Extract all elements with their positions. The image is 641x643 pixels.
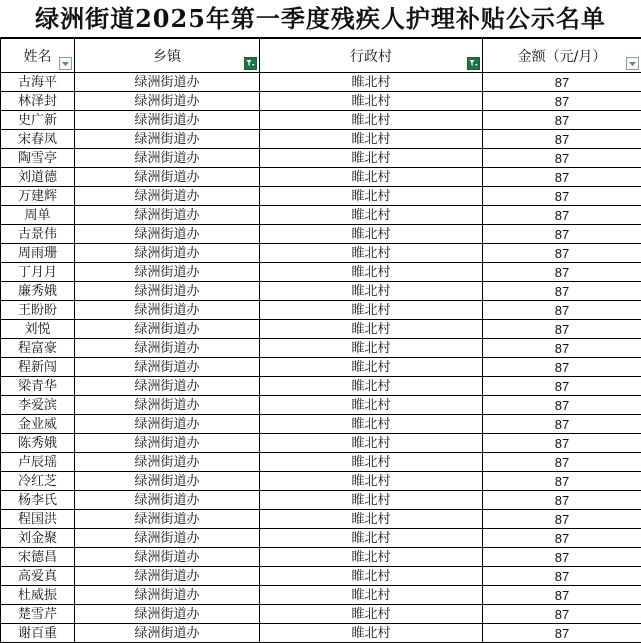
cell-amount[interactable]: 87 — [483, 434, 641, 453]
cell-amount[interactable]: 87 — [483, 187, 641, 206]
cell-town[interactable]: 绿洲街道办 — [75, 149, 260, 168]
cell-amount[interactable]: 87 — [483, 339, 641, 358]
column-header-label: 乡镇 — [153, 49, 181, 65]
cell-name[interactable]: 谢百重 — [1, 624, 75, 643]
cell-amount[interactable]: 87 — [483, 225, 641, 244]
cell-name[interactable]: 高爱真 — [1, 567, 75, 586]
dropdown-arrow-icon[interactable] — [626, 57, 639, 70]
table-row — [1, 491, 641, 510]
table-row — [1, 586, 641, 605]
cell-town[interactable]: 绿洲街道办 — [75, 377, 260, 396]
subsidy-table — [0, 38, 641, 643]
cell-town[interactable]: 绿洲街道办 — [75, 92, 260, 111]
table-row — [1, 149, 641, 168]
cell-amount[interactable]: 87 — [483, 510, 641, 529]
table-row — [1, 339, 641, 358]
column-header-label: 姓名 — [24, 49, 52, 65]
cell-amount[interactable]: 87 — [483, 567, 641, 586]
table-row — [1, 206, 641, 225]
cell-amount[interactable]: 87 — [483, 472, 641, 491]
table-row — [1, 453, 641, 472]
cell-name[interactable]: 程富豪 — [1, 339, 75, 358]
column-header-label: 金额（元/月） — [518, 49, 607, 65]
cell-town[interactable]: 绿洲街道办 — [75, 130, 260, 149]
cell-village[interactable]: 睢北村 — [260, 282, 483, 301]
cell-village[interactable]: 睢北村 — [260, 263, 483, 282]
table-body — [1, 73, 641, 643]
cell-town[interactable]: 绿洲街道办 — [75, 263, 260, 282]
table-row — [1, 92, 641, 111]
cell-town[interactable]: 绿洲街道办 — [75, 605, 260, 624]
cell-town[interactable]: 绿洲街道办 — [75, 567, 260, 586]
cell-town[interactable]: 绿洲街道办 — [75, 586, 260, 605]
cell-name[interactable]: 李爱滨 — [1, 396, 75, 415]
cell-town[interactable]: 绿洲街道办 — [75, 206, 260, 225]
cell-amount[interactable]: 87 — [483, 377, 641, 396]
column-header-name[interactable] — [1, 39, 75, 73]
table-row — [1, 472, 641, 491]
cell-name[interactable]: 丁月月 — [1, 263, 75, 282]
table-row — [1, 567, 641, 586]
cell-town[interactable]: 绿洲街道办 — [75, 168, 260, 187]
cell-amount[interactable]: 87 — [483, 586, 641, 605]
filter-active-icon[interactable] — [244, 57, 257, 70]
table-row — [1, 510, 641, 529]
cell-town[interactable]: 绿洲街道办 — [75, 187, 260, 206]
cell-village[interactable]: 睢北村 — [260, 567, 483, 586]
table-row — [1, 624, 641, 643]
cell-village[interactable]: 睢北村 — [260, 358, 483, 377]
cell-name[interactable]: 杨李氏 — [1, 491, 75, 510]
cell-village[interactable]: 睢北村 — [260, 149, 483, 168]
cell-name[interactable]: 陶雪亭 — [1, 149, 75, 168]
cell-village[interactable]: 睢北村 — [260, 73, 483, 92]
cell-amount[interactable]: 87 — [483, 605, 641, 624]
cell-name[interactable]: 宋德昌 — [1, 548, 75, 567]
cell-village[interactable]: 睢北村 — [260, 111, 483, 130]
cell-name[interactable]: 王盼盼 — [1, 301, 75, 320]
cell-amount[interactable]: 87 — [483, 130, 641, 149]
table-row — [1, 415, 641, 434]
cell-village[interactable]: 睢北村 — [260, 377, 483, 396]
cell-village[interactable]: 睢北村 — [260, 92, 483, 111]
cell-amount[interactable]: 87 — [483, 491, 641, 510]
cell-village[interactable]: 睢北村 — [260, 187, 483, 206]
cell-village[interactable]: 睢北村 — [260, 168, 483, 187]
cell-village[interactable]: 睢北村 — [260, 244, 483, 263]
cell-name[interactable]: 冷红芝 — [1, 472, 75, 491]
cell-town[interactable]: 绿洲街道办 — [75, 244, 260, 263]
cell-village[interactable]: 睢北村 — [260, 301, 483, 320]
cell-name[interactable]: 古海平 — [1, 73, 75, 92]
cell-town[interactable]: 绿洲街道办 — [75, 453, 260, 472]
table-row — [1, 187, 641, 206]
table-row — [1, 263, 641, 282]
table-row — [1, 225, 641, 244]
column-header-label: 行政村 — [350, 49, 392, 65]
header-row — [1, 39, 641, 73]
cell-village[interactable]: 睢北村 — [260, 434, 483, 453]
cell-village[interactable]: 睢北村 — [260, 206, 483, 225]
cell-village[interactable]: 睢北村 — [260, 415, 483, 434]
cell-amount[interactable]: 87 — [483, 168, 641, 187]
column-header-town[interactable] — [75, 39, 260, 73]
cell-amount[interactable]: 87 — [483, 396, 641, 415]
cell-village[interactable]: 睢北村 — [260, 586, 483, 605]
cell-amount[interactable]: 87 — [483, 73, 641, 92]
cell-village[interactable]: 睢北村 — [260, 548, 483, 567]
cell-village[interactable]: 睢北村 — [260, 396, 483, 415]
table-row — [1, 548, 641, 567]
cell-amount[interactable]: 87 — [483, 529, 641, 548]
cell-village[interactable]: 睢北村 — [260, 225, 483, 244]
cell-town[interactable]: 绿洲街道办 — [75, 396, 260, 415]
cell-town[interactable]: 绿洲街道办 — [75, 510, 260, 529]
table-row — [1, 358, 641, 377]
cell-amount[interactable]: 87 — [483, 282, 641, 301]
cell-town[interactable]: 绿洲街道办 — [75, 529, 260, 548]
cell-town[interactable]: 绿洲街道办 — [75, 491, 260, 510]
cell-town[interactable]: 绿洲街道办 — [75, 624, 260, 643]
table-row — [1, 396, 641, 415]
table-row — [1, 301, 641, 320]
cell-name[interactable]: 程国洪 — [1, 510, 75, 529]
table-row — [1, 73, 641, 92]
cell-town[interactable]: 绿洲街道办 — [75, 73, 260, 92]
cell-amount[interactable]: 87 — [483, 320, 641, 339]
cell-name[interactable]: 刘悦 — [1, 320, 75, 339]
cell-name[interactable]: 周雨珊 — [1, 244, 75, 263]
cell-amount[interactable]: 87 — [483, 263, 641, 282]
cell-village[interactable]: 睢北村 — [260, 529, 483, 548]
cell-name[interactable]: 梁青华 — [1, 377, 75, 396]
cell-name[interactable]: 史广新 — [1, 111, 75, 130]
cell-town[interactable]: 绿洲街道办 — [75, 434, 260, 453]
cell-name[interactable]: 周单 — [1, 206, 75, 225]
cell-village[interactable]: 睢北村 — [260, 472, 483, 491]
cell-village[interactable]: 睢北村 — [260, 130, 483, 149]
filter-active-icon[interactable] — [467, 57, 480, 70]
cell-village[interactable]: 睢北村 — [260, 453, 483, 472]
cell-name[interactable]: 古景伟 — [1, 225, 75, 244]
table-row — [1, 282, 641, 301]
table-row — [1, 244, 641, 263]
cell-name[interactable]: 万建辉 — [1, 187, 75, 206]
cell-amount[interactable]: 87 — [483, 149, 641, 168]
cell-name[interactable]: 程新闯 — [1, 358, 75, 377]
table-row — [1, 529, 641, 548]
sheet-title: 绿洲街道2025年第一季度残疾人护理补贴公示名单 — [0, 0, 641, 38]
cell-village[interactable]: 睢北村 — [260, 624, 483, 643]
cell-name[interactable]: 金业威 — [1, 415, 75, 434]
cell-village[interactable]: 睢北村 — [260, 320, 483, 339]
cell-name[interactable]: 廉秀娥 — [1, 282, 75, 301]
cell-amount[interactable]: 87 — [483, 301, 641, 320]
cell-name[interactable]: 刘金聚 — [1, 529, 75, 548]
cell-village[interactable]: 睢北村 — [260, 339, 483, 358]
cell-name[interactable]: 陈秀娥 — [1, 434, 75, 453]
cell-amount[interactable]: 87 — [483, 244, 641, 263]
cell-town[interactable]: 绿洲街道办 — [75, 282, 260, 301]
table-row — [1, 434, 641, 453]
cell-amount[interactable]: 87 — [483, 92, 641, 111]
cell-town[interactable]: 绿洲街道办 — [75, 358, 260, 377]
table-row — [1, 168, 641, 187]
cell-amount[interactable]: 87 — [483, 206, 641, 225]
cell-town[interactable]: 绿洲街道办 — [75, 339, 260, 358]
column-header-amount[interactable] — [483, 39, 641, 73]
cell-town[interactable]: 绿洲街道办 — [75, 111, 260, 130]
dropdown-arrow-icon[interactable] — [59, 57, 72, 70]
table-row — [1, 130, 641, 149]
cell-amount[interactable]: 87 — [483, 111, 641, 130]
cell-town[interactable]: 绿洲街道办 — [75, 548, 260, 567]
cell-amount[interactable]: 87 — [483, 624, 641, 643]
table-row — [1, 111, 641, 130]
cell-town[interactable]: 绿洲街道办 — [75, 472, 260, 491]
cell-name[interactable]: 杜威振 — [1, 586, 75, 605]
cell-amount[interactable]: 87 — [483, 548, 641, 567]
cell-village[interactable]: 睢北村 — [260, 510, 483, 529]
cell-amount[interactable]: 87 — [483, 415, 641, 434]
cell-amount[interactable]: 87 — [483, 453, 641, 472]
cell-name[interactable]: 刘道德 — [1, 168, 75, 187]
cell-town[interactable]: 绿洲街道办 — [75, 320, 260, 339]
cell-name[interactable]: 林泽封 — [1, 92, 75, 111]
cell-name[interactable]: 楚雪芹 — [1, 605, 75, 624]
column-header-village[interactable] — [260, 39, 483, 73]
cell-town[interactable]: 绿洲街道办 — [75, 301, 260, 320]
cell-village[interactable]: 睢北村 — [260, 491, 483, 510]
table-row — [1, 377, 641, 396]
cell-town[interactable]: 绿洲街道办 — [75, 415, 260, 434]
cell-town[interactable]: 绿洲街道办 — [75, 225, 260, 244]
cell-name[interactable]: 卢辰瑶 — [1, 453, 75, 472]
cell-name[interactable]: 宋春凤 — [1, 130, 75, 149]
table-row — [1, 320, 641, 339]
table-row — [1, 605, 641, 624]
cell-village[interactable]: 睢北村 — [260, 605, 483, 624]
cell-amount[interactable]: 87 — [483, 358, 641, 377]
